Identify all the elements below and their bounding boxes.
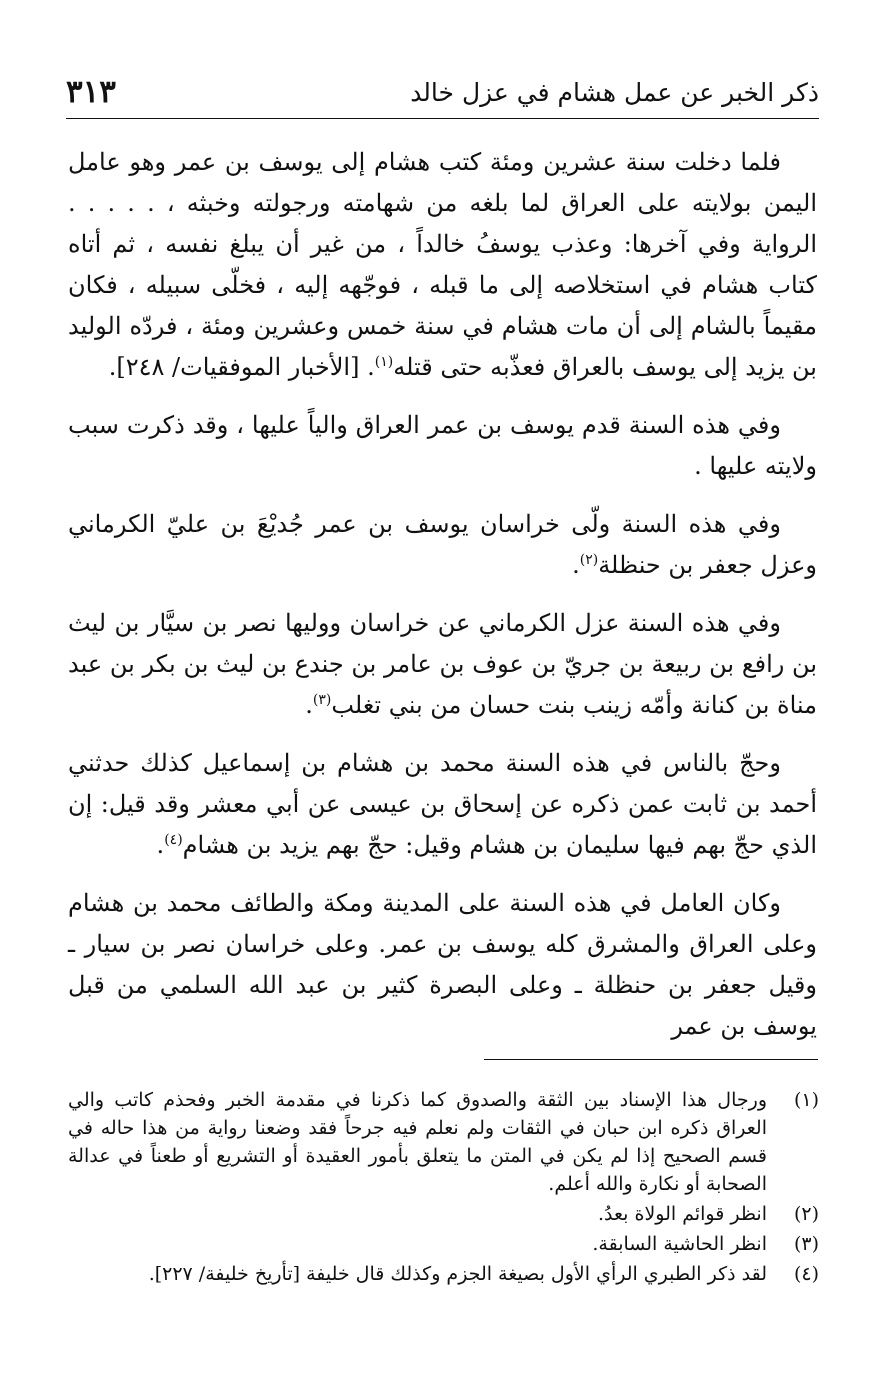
footnotes [68, 1086, 819, 1290]
main-text [68, 142, 817, 1064]
paragraph [68, 883, 817, 1047]
footnote-divider [484, 1059, 818, 1060]
paragraph [68, 405, 817, 487]
page-header [66, 66, 819, 119]
paragraph-text: فلما دخلت سنة عشرين ومئة كتب هشام إلى يوسف بن عمر وهو عامل اليمن بولايته على العراق لما بلغه من شهامته ورجولته وخبثه ، . . . . . الرواية وفي آخرها: وعذب يوسفُ خالداً ، من غير أن يبلغ نفسه ، ثم أتاه كتاب هشام في استخلاصه إلى ما قبله ، فوجّهه إليه ، فخلّى سبيله ، فكان مقيماً بالشام إلى أن مات هشام في سنة خمس وعشرين ومئة ، فردّه الوليد بن يزيد إلى يوسف بالعراق فعذّبه حتى قتله [68, 148, 817, 381]
paragraph [68, 603, 817, 726]
paragraph-text: وفي هذه السنة قدم يوسف بن عمر العراق والياً عليها ، وقد ذكرت سبب ولايته عليها . [68, 411, 817, 480]
paragraph-tail: . [الأخبار الموفقيات/ ٢٤٨]. [108, 353, 375, 381]
footnote-marker: (١) [374, 354, 394, 370]
footnote-marker: (٤) [164, 832, 183, 848]
footnote-number: (١) [793, 1089, 819, 1111]
footnote [68, 1230, 819, 1258]
footnote-number: (٤) [793, 1263, 819, 1285]
footnote-text: انظر الحاشية السابقة. [592, 1233, 767, 1255]
footnote [68, 1200, 819, 1228]
footnote-text: انظر قوائم الولاة بعدُ. [597, 1203, 767, 1225]
paragraph [68, 504, 817, 586]
paragraph [68, 743, 817, 866]
paragraph-text: وكان العامل في هذه السنة على المدينة ومكة والطائف محمد بن هشام وعلى العراق والمشرق كله يوسف بن عمر. وعلى خراسان نصر بن سيار ـ وقيل جعفر بن حنظلة ـ وعلى البصرة كثير بن عبد الله السلمي من قبل يوسف بن عمر [68, 889, 817, 1040]
footnote-text: ورجال هذا الإسناد بين الثقة والصدوق كما ذكرنا في مقدمة الخبر وفحذم كاتب والي العراق ذكره ابن حبان في الثقات ولم نعلم فيه جرحاً فقد وضعنا رواية من هذا حاله في قسم الصحيح إذا لم يكن في المتن ما يتعلق بأمور العقيدة أو التشريع أو طعناً في عدالة الصحابة أو نكارة والله أعلم. [68, 1089, 767, 1195]
footnote [68, 1086, 819, 1198]
footnote-number: (٣) [793, 1233, 819, 1255]
page-number: ٣١٣ [66, 74, 116, 110]
footnote-marker: (٢) [579, 552, 599, 568]
paragraph-tail: . [572, 551, 580, 579]
paragraph-tail: . [156, 831, 165, 859]
footnote-number: (٢) [793, 1203, 819, 1225]
footnote [68, 1260, 819, 1288]
paragraph [68, 142, 817, 388]
paragraph-tail: . [305, 691, 313, 719]
running-title: ذكر الخبر عن عمل هشام في عزل خالد [410, 78, 819, 107]
footnote-text: لقد ذكر الطبري الرأي الأول بصيغة الجزم وكذلك قال خليفة [تأريخ خليفة/ ٢٢٧]. [148, 1263, 767, 1285]
paragraph-text: وحجّ بالناس في هذه السنة محمد بن هشام بن إسماعيل كذلك حدثني أحمد بن ثابت عمن ذكره عن إسحاق بن عيسى عن أبي معشر وقد قيل: إن الذي حجّ بهم فيها سليمان بن هشام وقيل: حجّ بهم يزيد بن هشام [68, 749, 817, 859]
paragraph-text: وفي هذه السنة ولّى خراسان يوسف بن عمر جُديْعَ بن عليّ الكرماني وعزل جعفر بن حنظلة [68, 510, 817, 579]
footnote-marker: (٣) [312, 692, 332, 708]
paragraph-text: وفي هذه السنة عزل الكرماني عن خراسان ووليها نصر بن سيَّار بن ليث بن رافع بن ربيعة بن جريّ بن عوف بن عامر بن جندع بن ليث بن بكر بن عبد مناة بن كنانة وأمّه زينب بنت حسان من بني تغلب [68, 609, 817, 719]
